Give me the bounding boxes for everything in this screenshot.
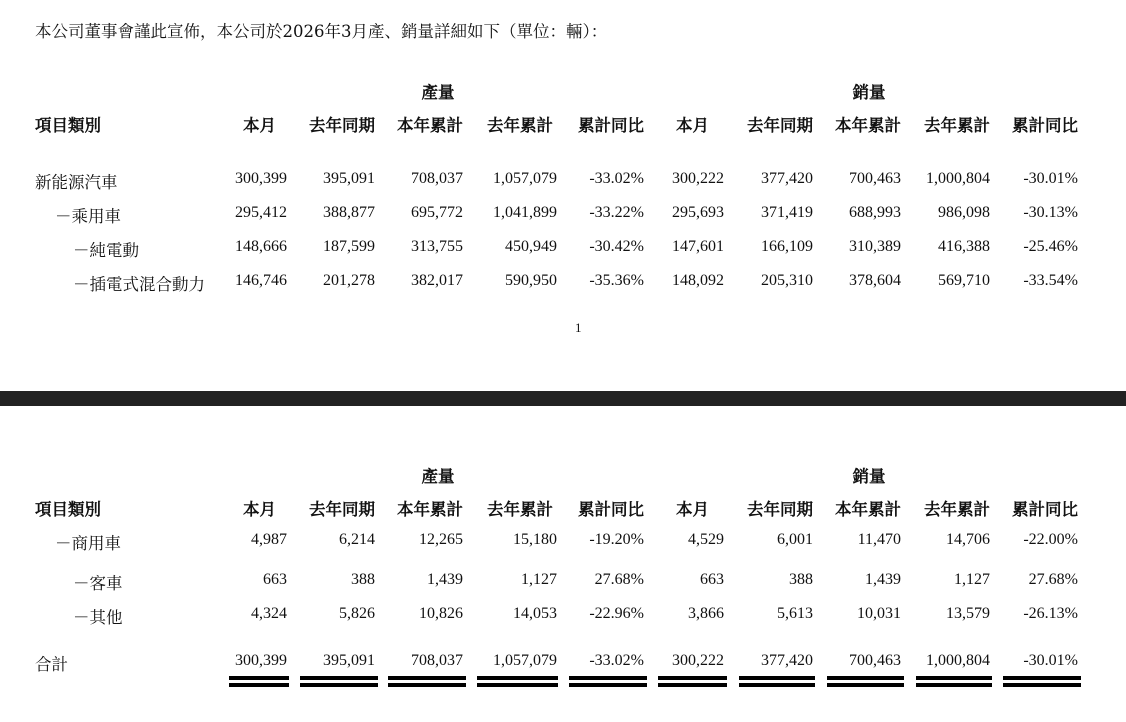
cell-sales-ytd-last-year: 13,579 <box>946 605 990 622</box>
cell-sales-ytd-last-year: 416,388 <box>938 238 990 255</box>
header-sales-ytd-last-year: 去年累計 <box>924 116 990 135</box>
header-prod-this-month: 本月 <box>243 500 276 519</box>
cell-sales-ytd-yoy: -33.54% <box>1023 272 1078 289</box>
cell-sales-ytd-last-year: 986,098 <box>938 204 990 221</box>
cell-sales-ytd-this-year: 10,031 <box>857 605 901 622</box>
total-double-underline <box>1003 676 1081 687</box>
cell-sales-ytd-yoy: -22.00% <box>1023 531 1078 548</box>
header-prod-ytd-this-year: 本年累計 <box>397 500 463 519</box>
cell-prod-this-month: 148,666 <box>235 238 287 255</box>
cell-prod-ytd-this-year: 708,037 <box>411 652 463 669</box>
cell-sales-last-year-same-period: 166,109 <box>761 238 813 255</box>
total-double-underline <box>739 676 815 687</box>
cell-sales-ytd-last-year: 1,000,804 <box>926 170 990 187</box>
cell-prod-ytd-last-year: 15,180 <box>513 531 557 548</box>
cell-prod-ytd-yoy: -33.02% <box>589 652 644 669</box>
header-sales-ytd-yoy: 累計同比 <box>1012 500 1078 519</box>
total-double-underline <box>229 676 289 687</box>
cell-sales-this-month: 3,866 <box>688 605 724 622</box>
cell-sales-last-year-same-period: 377,420 <box>761 652 813 669</box>
cell-prod-ytd-this-year: 382,017 <box>411 272 463 289</box>
cell-prod-ytd-this-year: 1,439 <box>427 571 463 588</box>
cell-sales-ytd-yoy: -30.01% <box>1023 652 1078 669</box>
cell-prod-last-year-same-period: 6,214 <box>339 531 375 548</box>
header-sales-last-year-same-period: 去年同期 <box>747 500 813 519</box>
page-separator <box>0 391 1126 406</box>
cell-prod-ytd-last-year: 1,057,079 <box>493 170 557 187</box>
row-label: 新能源汽車 <box>35 173 118 192</box>
cell-sales-this-month: 148,092 <box>672 272 724 289</box>
cell-prod-ytd-this-year: 10,826 <box>419 605 463 622</box>
cell-prod-this-month: 4,987 <box>251 531 287 548</box>
total-double-underline <box>477 676 558 687</box>
cell-sales-ytd-yoy: -25.46% <box>1023 238 1078 255</box>
cell-prod-last-year-same-period: 395,091 <box>323 170 375 187</box>
cell-sales-ytd-last-year: 569,710 <box>938 272 990 289</box>
cell-prod-ytd-last-year: 14,053 <box>513 605 557 622</box>
cell-prod-ytd-last-year: 450,949 <box>505 238 557 255</box>
cell-prod-ytd-last-year: 1,057,079 <box>493 652 557 669</box>
cell-sales-ytd-this-year: 378,604 <box>849 272 901 289</box>
cell-prod-this-month: 663 <box>263 571 287 588</box>
cell-sales-last-year-same-period: 205,310 <box>761 272 813 289</box>
cell-prod-this-month: 146,746 <box>235 272 287 289</box>
cell-sales-ytd-yoy: -30.01% <box>1023 170 1078 187</box>
cell-sales-ytd-yoy: 27.68% <box>1028 571 1078 588</box>
row-label: －插電式混合動力 <box>73 275 205 294</box>
total-double-underline <box>827 676 904 687</box>
header-prod-ytd-this-year: 本年累計 <box>397 116 463 135</box>
cell-sales-ytd-last-year: 14,706 <box>946 531 990 548</box>
cell-sales-this-month: 147,601 <box>672 238 724 255</box>
row-label: －商用車 <box>55 534 121 553</box>
cell-prod-last-year-same-period: 388,877 <box>323 204 375 221</box>
cell-prod-ytd-yoy: -33.02% <box>589 170 644 187</box>
cell-prod-ytd-yoy: -19.20% <box>589 531 644 548</box>
cell-sales-this-month: 663 <box>700 571 724 588</box>
row-label: 合計 <box>35 655 68 674</box>
header-sales-this-month: 本月 <box>676 116 709 135</box>
cell-prod-last-year-same-period: 187,599 <box>323 238 375 255</box>
cell-sales-this-month: 300,222 <box>672 652 724 669</box>
cell-prod-ytd-yoy: 27.68% <box>594 571 644 588</box>
cell-sales-ytd-yoy: -26.13% <box>1023 605 1078 622</box>
header-prod-ytd-yoy: 累計同比 <box>578 116 644 135</box>
header-sales-ytd-yoy: 累計同比 <box>1012 116 1078 135</box>
header-category: 項目類別 <box>35 500 101 519</box>
cell-prod-ytd-this-year: 313,755 <box>411 238 463 255</box>
group-header-sales: 銷量 <box>852 467 886 486</box>
total-double-underline <box>388 676 466 687</box>
cell-prod-last-year-same-period: 201,278 <box>323 272 375 289</box>
cell-prod-ytd-this-year: 708,037 <box>411 170 463 187</box>
cell-sales-ytd-this-year: 700,463 <box>849 652 901 669</box>
cell-sales-ytd-this-year: 310,389 <box>849 238 901 255</box>
cell-sales-ytd-this-year: 1,439 <box>865 571 901 588</box>
total-double-underline <box>569 676 647 687</box>
header-sales-ytd-this-year: 本年累計 <box>835 116 901 135</box>
cell-sales-this-month: 300,222 <box>672 170 724 187</box>
cell-prod-last-year-same-period: 5,826 <box>339 605 375 622</box>
header-prod-ytd-last-year: 去年累計 <box>487 500 553 519</box>
group-header-sales: 銷量 <box>852 83 886 102</box>
total-double-underline <box>916 676 992 687</box>
row-label: －客車 <box>73 574 123 593</box>
cell-sales-ytd-last-year: 1,127 <box>954 571 990 588</box>
cell-prod-last-year-same-period: 388 <box>351 571 375 588</box>
total-double-underline <box>300 676 378 687</box>
cell-prod-ytd-yoy: -33.22% <box>589 204 644 221</box>
cell-prod-ytd-last-year: 590,950 <box>505 272 557 289</box>
header-prod-last-year-same-period: 去年同期 <box>309 116 375 135</box>
cell-sales-last-year-same-period: 377,420 <box>761 170 813 187</box>
header-category: 項目類別 <box>35 116 101 135</box>
group-header-production: 產量 <box>421 467 455 486</box>
cell-prod-ytd-last-year: 1,041,899 <box>493 204 557 221</box>
cell-sales-this-month: 295,693 <box>672 204 724 221</box>
header-prod-ytd-last-year: 去年累計 <box>487 116 553 135</box>
header-sales-ytd-this-year: 本年累計 <box>835 500 901 519</box>
cell-prod-this-month: 295,412 <box>235 204 287 221</box>
cell-sales-ytd-this-year: 688,993 <box>849 204 901 221</box>
header-prod-last-year-same-period: 去年同期 <box>309 500 375 519</box>
cell-sales-ytd-yoy: -30.13% <box>1023 204 1078 221</box>
cell-sales-ytd-this-year: 11,470 <box>857 531 901 548</box>
cell-prod-ytd-last-year: 1,127 <box>521 571 557 588</box>
cell-prod-ytd-yoy: -22.96% <box>589 605 644 622</box>
row-label: －純電動 <box>73 241 139 260</box>
group-header-production: 產量 <box>421 83 455 102</box>
cell-prod-this-month: 4,324 <box>251 605 287 622</box>
cell-sales-last-year-same-period: 6,001 <box>777 531 813 548</box>
cell-prod-ytd-this-year: 12,265 <box>419 531 463 548</box>
cell-sales-ytd-last-year: 1,000,804 <box>926 652 990 669</box>
cell-sales-last-year-same-period: 5,613 <box>777 605 813 622</box>
cell-sales-ytd-this-year: 700,463 <box>849 170 901 187</box>
cell-prod-ytd-yoy: -30.42% <box>589 238 644 255</box>
row-label: －其他 <box>73 608 123 627</box>
header-prod-ytd-yoy: 累計同比 <box>578 500 644 519</box>
cell-prod-ytd-yoy: -35.36% <box>589 272 644 289</box>
cell-sales-this-month: 4,529 <box>688 531 724 548</box>
page-number: 1 <box>575 320 582 335</box>
header-sales-ytd-last-year: 去年累計 <box>924 500 990 519</box>
header-sales-last-year-same-period: 去年同期 <box>747 116 813 135</box>
cell-sales-last-year-same-period: 371,419 <box>761 204 813 221</box>
header-sales-this-month: 本月 <box>676 500 709 519</box>
row-label: －乘用車 <box>55 207 121 226</box>
cell-prod-last-year-same-period: 395,091 <box>323 652 375 669</box>
cell-prod-this-month: 300,399 <box>235 652 287 669</box>
cell-sales-last-year-same-period: 388 <box>789 571 813 588</box>
total-double-underline <box>658 676 727 687</box>
header-prod-this-month: 本月 <box>243 116 276 135</box>
intro-text: 本公司董事會謹此宣佈，本公司於2026年3月產、銷量詳細如下（單位：輛）： <box>35 22 608 41</box>
cell-prod-this-month: 300,399 <box>235 170 287 187</box>
cell-prod-ytd-this-year: 695,772 <box>411 204 463 221</box>
